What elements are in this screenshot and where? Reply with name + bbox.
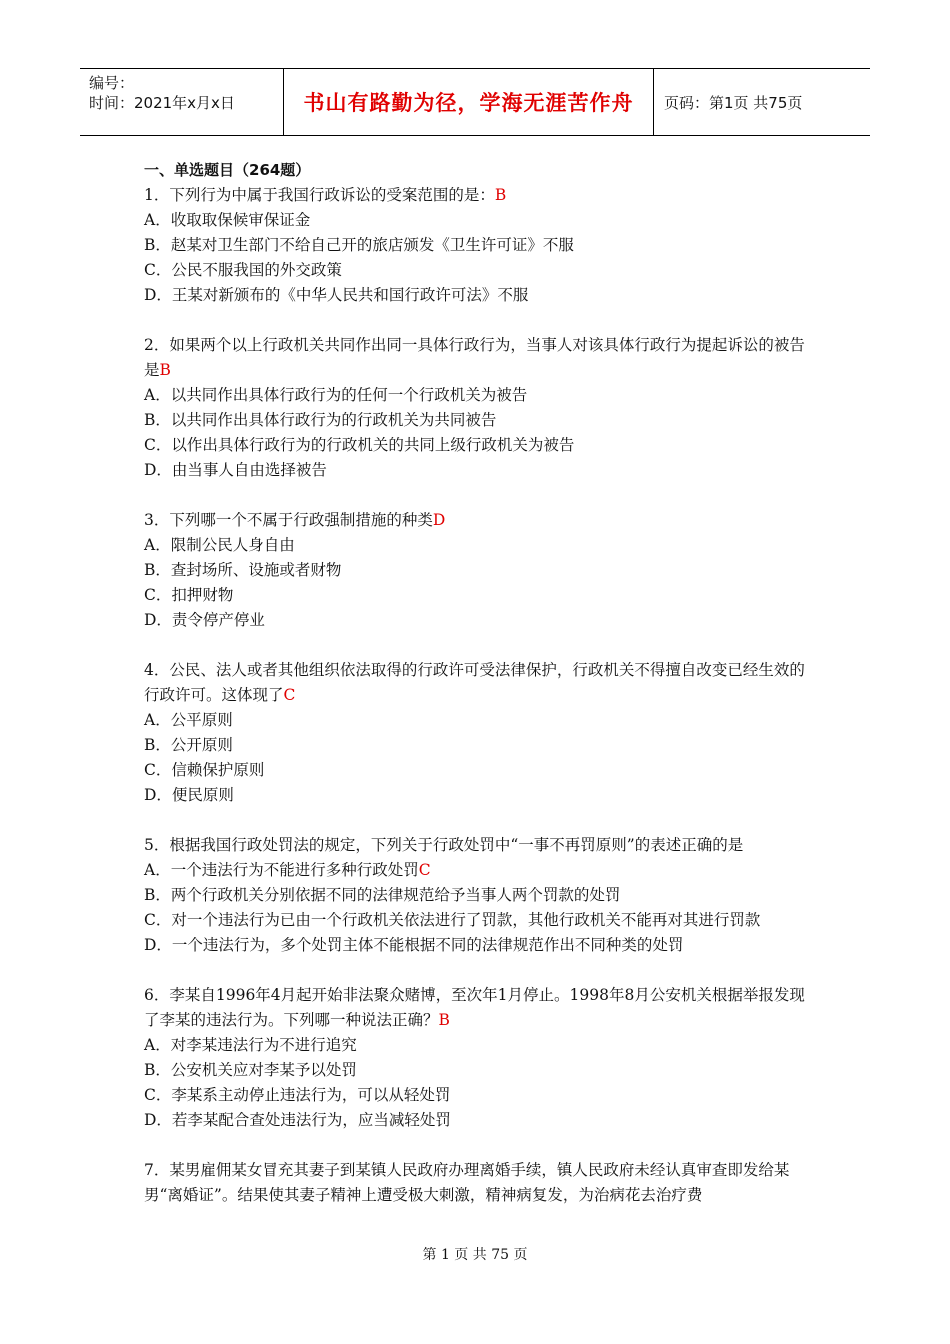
question-text: 6．李某自1996年4月起开始非法聚众赌博，至次年1月停止。1998年8月公安机关根据举报发现了李某的违法行为。下列哪一种说法正确？ [144,986,805,1029]
option-item [144,208,814,233]
option-text: D．由当事人自由选择被告 [144,461,327,479]
option-text: A．收取取保候审保证金 [144,211,311,229]
option-text: B．公开原则 [144,736,233,754]
option-text: A．公平原则 [144,711,233,729]
option-item [144,233,814,258]
document-body [144,158,814,1233]
option-text: C．信赖保护原则 [144,761,265,779]
option-item [144,533,814,558]
question-stem [144,183,814,208]
question-stem [144,333,814,383]
option-text: B．两个行政机关分别依据不同的法律规范给予当事人两个罚款的处罚 [144,886,621,904]
option-text: D．若李某配合查处违法行为，应当减轻处罚 [144,1111,451,1129]
question-stem [144,833,814,858]
option-text: A．限制公民人身自由 [144,536,295,554]
option-text: B．查封场所、设施或者财物 [144,561,342,579]
option-item [144,383,814,408]
option-text: D．便民原则 [144,786,234,804]
option-text: A．一个违法行为不能进行多种行政处罚 [144,861,419,879]
answer-key: B [438,1011,450,1029]
option-item [144,458,814,483]
option-item [144,283,814,308]
answer-key: C [283,686,296,704]
question-list [144,183,814,1208]
header-meta [80,69,283,135]
answer-key: C [418,861,431,879]
option-text: D．王某对新颁布的《中华人民共和国行政许可法》不服 [144,286,529,304]
question-block [144,183,814,308]
option-item [144,1083,814,1108]
option-item [144,708,814,733]
option-item [144,558,814,583]
option-item [144,408,814,433]
question-text: 4．公民、法人或者其他组织依法取得的行政许可受法律保护，行政机关不得擅自改变已经生效的行政许可。这体现了 [144,661,805,704]
option-item [144,858,814,883]
option-item [144,908,814,933]
section-title: 一、单选题目（264题） [144,161,311,179]
option-item [144,783,814,808]
option-item [144,1033,814,1058]
question-block [144,658,814,808]
option-text: B．赵某对卫生部门不给自己开的旅店颁发《卫生许可证》不服 [144,236,574,254]
header-page-cell [654,69,870,135]
answer-key: B [159,361,171,379]
option-item [144,883,814,908]
option-text: C．公民不服我国的外交政策 [144,261,342,279]
option-item [144,583,814,608]
page-label: 页码：第1页 共75页 [664,93,803,112]
option-item [144,433,814,458]
question-text: 5．根据我国行政处罚法的规定，下列关于行政处罚中“一事不再罚原则”的表述正确的是 [144,836,744,854]
option-text: C．李某系主动停止违法行为，可以从轻处罚 [144,1086,451,1104]
page-footer: 第 1 页 共 75 页 [422,1247,528,1263]
date-label: 时间：2021年x月x日 [89,94,235,112]
option-text: C．对一个违法行为已由一个行政机关依法进行了罚款，其他行政机关不能再对其进行罚款 [144,911,761,929]
question-stem [144,658,814,708]
option-item [144,1058,814,1083]
question-stem [144,983,814,1033]
option-item [144,1108,814,1133]
question-block [144,1158,814,1208]
option-text: C．以作出具体行政行为的行政机关的共同上级行政机关为被告 [144,436,575,454]
question-stem [144,1158,814,1208]
question-block [144,983,814,1133]
option-text: C．扣押财物 [144,586,234,604]
option-item [144,933,814,958]
option-item [144,758,814,783]
answer-key: B [494,186,507,204]
option-text: B．公安机关应对李某予以处罚 [144,1061,357,1079]
question-text: 7．某男雇佣某女冒充其妻子到某镇人民政府办理离婚手续，镇人民政府未经认真审查即发给某男“离婚证”。结果使其妻子精神上遭受极大刺激，精神病复发，为治病花去治疗费 [144,1161,790,1204]
question-text: 1．下列行为中属于我国行政诉讼的受案范围的是： [144,186,495,204]
question-block [144,333,814,483]
option-text: D．一个违法行为，多个处罚主体不能根据不同的法律规范作出不同种类的处罚 [144,936,684,954]
option-item [144,258,814,283]
option-item [144,608,814,633]
option-item [144,733,814,758]
number-label: 编号： [89,74,135,92]
question-block [144,833,814,958]
motto: 书山有路勤为径，学海无涯苦作舟 [303,91,634,115]
question-stem [144,508,814,533]
page-header [80,68,870,136]
option-text: B．以共同作出具体行政行为的行政机关为共同被告 [144,411,497,429]
option-text: A．对李某违法行为不进行追究 [144,1036,357,1054]
option-text: D．责令停产停业 [144,611,265,629]
option-text: A．以共同作出具体行政行为的任何一个行政机关为被告 [144,386,528,404]
question-block [144,508,814,633]
question-text: 2．如果两个以上行政机关共同作出同一具体行政行为，当事人对该具体行政行为提起诉讼的被告是 [144,336,805,379]
header-motto-cell [283,69,654,135]
answer-key: D [432,511,446,529]
question-text: 3．下列哪一个不属于行政强制措施的种类 [144,511,433,529]
